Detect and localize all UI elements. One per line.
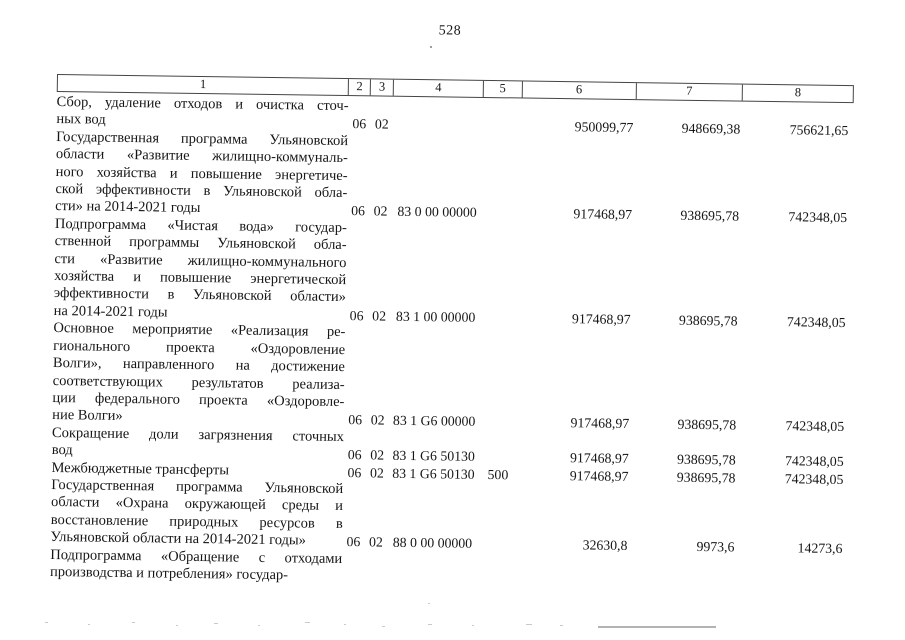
column-header-2: 2 [349, 79, 371, 95]
text-line: эффективности в Ульяновской области» [53, 285, 347, 306]
text-line: Сбор, удаление отходов и очистка сточ- [56, 93, 349, 115]
scan-speck [560, 625, 563, 626]
scan-speck [88, 624, 90, 625]
scan-speck [344, 624, 346, 625]
text-line: ние Волги» [52, 407, 123, 425]
cell-pr: 02 [373, 203, 388, 220]
cell-pr: 02 [372, 308, 387, 324]
cell-sum-3 [737, 591, 847, 593]
cell-sum-3: 742348,05 [784, 453, 844, 470]
column-header-1: 1 [58, 75, 349, 95]
cell-vr [477, 587, 516, 588]
page-number: 528 [438, 23, 462, 39]
cell-pr: 02 [370, 412, 385, 428]
text-line: сти» на 2014-2021 годы [55, 198, 201, 217]
text-line: сти «Развитие жилищно-коммунального [54, 250, 347, 271]
table-row [52, 320, 850, 436]
cell-pr: 02 [370, 447, 385, 463]
cell-name [54, 216, 347, 325]
cell-sum-1: 917468,97 [570, 415, 630, 432]
scan-speck [526, 624, 532, 625]
cell-name [50, 547, 342, 586]
column-header-4: 4 [394, 80, 484, 97]
cell-sum-2: 938695,78 [677, 417, 737, 433]
text-line: Волги», направленного на достижение [52, 355, 346, 376]
cell-csr: 83 1 00 00000 [395, 308, 476, 325]
cell-csr [387, 586, 477, 587]
text-line: Подпрограмма «Чистая вода» государ- [54, 215, 347, 236]
column-header-7: 7 [636, 83, 743, 100]
text-line: Основное мероприятие «Реализация ре- [53, 320, 346, 341]
text-line: Государственная программа Ульяновской [56, 128, 349, 149]
cell-rz: 06 [352, 116, 367, 132]
cell-sum-3: 742348,05 [785, 418, 845, 435]
cell-sum-1: 917468,97 [573, 206, 633, 223]
cell-vr: 500 [487, 466, 509, 482]
cell-pr: 02 [368, 534, 383, 550]
text-line: восстановление природных ресурсов в [50, 511, 343, 532]
text-line: области «Охрана окружающей среды и [50, 494, 344, 515]
text-line: вод [51, 442, 73, 459]
scan-speck [132, 622, 135, 623]
text-line: ции федерального проекта «Оздоровле- [52, 389, 345, 410]
scan-speck [258, 625, 260, 626]
scan-speck [176, 625, 178, 626]
cell-sum-1: 917468,97 [569, 450, 629, 467]
text-line: Ульяновской области на 2014-2021 годы» [50, 529, 307, 549]
scan-speck [472, 625, 474, 626]
cell-pr: 02 [369, 464, 384, 481]
cell-name [52, 320, 345, 429]
text-line: соответствующих результатов реализа- [52, 372, 345, 393]
cell-sum-2: 938695,78 [676, 469, 736, 486]
cell-rz: 06 [348, 412, 363, 428]
cell-sum-1: 917468,97 [571, 311, 631, 327]
text-line: на 2014-2021 годы [53, 302, 168, 321]
cell-sum-3: 14273,6 [797, 540, 843, 557]
cell-name [50, 477, 343, 551]
cell-sum-2: 948669,38 [681, 121, 741, 137]
scan-speck [382, 626, 385, 627]
scan-speck [45, 622, 48, 623]
text-line: гионального проекта «Оздоровление [53, 337, 346, 358]
cell-sum-1 [516, 588, 630, 590]
cell-sum-1: 917468,97 [569, 467, 629, 484]
text-line: производства и потребления» государ- [49, 563, 289, 584]
table-row [50, 477, 848, 558]
text-line: Сокращение доли загрязнения сточных [51, 424, 345, 445]
cell-rz: 06 [349, 307, 364, 324]
text-line: ственной программы Ульяновской обла- [54, 233, 347, 254]
table-row [55, 129, 853, 227]
text-line: Межбюджетные трансферты [51, 459, 230, 478]
cell-pr: 02 [374, 116, 389, 133]
cell-sum-2: 938695,78 [680, 208, 740, 224]
cell-sum-3: 742348,05 [784, 470, 844, 487]
text-line: хозяйства и повышение энергетической [54, 268, 347, 289]
cell-sum-1: 32630,8 [582, 537, 628, 554]
cell-name [52, 425, 344, 464]
cell-name [55, 129, 348, 220]
cell-csr: 83 1 G6 00000 [392, 413, 476, 430]
cell-rz: 06 [347, 447, 362, 463]
cell-sum-3: 756621,65 [789, 122, 849, 139]
cell-sum-3: 742348,05 [788, 209, 848, 226]
cell-name [56, 94, 348, 133]
table-row [54, 216, 852, 332]
cell-sum-2: 938695,78 [676, 451, 736, 468]
text-line: ных вод [56, 111, 106, 129]
text-line: области «Развитие жилищно-коммуналь- [55, 146, 348, 167]
cell-sum-1: 950099,77 [574, 119, 634, 136]
scan-speck [428, 603, 430, 604]
cell-csr: 88 0 00 00000 [392, 534, 473, 551]
column-header-6: 6 [523, 82, 637, 100]
cell-csr: 83 1 G6 50130 [392, 465, 475, 482]
scan-speck [430, 46, 432, 48]
cell-sum-2 [630, 589, 737, 590]
scan-smudge-line [598, 626, 716, 628]
text-line: Государственная программа Ульяновской [51, 476, 344, 497]
cell-sum-2: 938695,78 [678, 312, 738, 329]
scan-speck [214, 623, 218, 624]
table-body [50, 92, 854, 592]
cell-rz: 06 [351, 203, 366, 219]
cell-csr: 83 1 G6 50130 [392, 447, 476, 464]
cell-rz: 06 [347, 464, 362, 480]
scan-speck [305, 622, 310, 623]
cell-sum-3: 742348,05 [786, 314, 846, 330]
scan-speck [428, 624, 432, 625]
text-line: ного хозяйства и повышение энергетиче- [55, 163, 348, 184]
cell-sum-2: 9973,6 [696, 539, 735, 555]
column-header-5: 5 [484, 81, 523, 98]
text-line: ской эффективности в Ульяновской обла- [55, 181, 348, 202]
cell-rz: 06 [346, 534, 361, 550]
text-line: Подпрограмма «Обращение с отходами [50, 546, 343, 567]
column-header-3: 3 [371, 79, 394, 95]
column-header-8: 8 [794, 85, 802, 100]
budget-table [50, 74, 854, 592]
cell-csr: 83 0 00 00000 [397, 204, 477, 221]
